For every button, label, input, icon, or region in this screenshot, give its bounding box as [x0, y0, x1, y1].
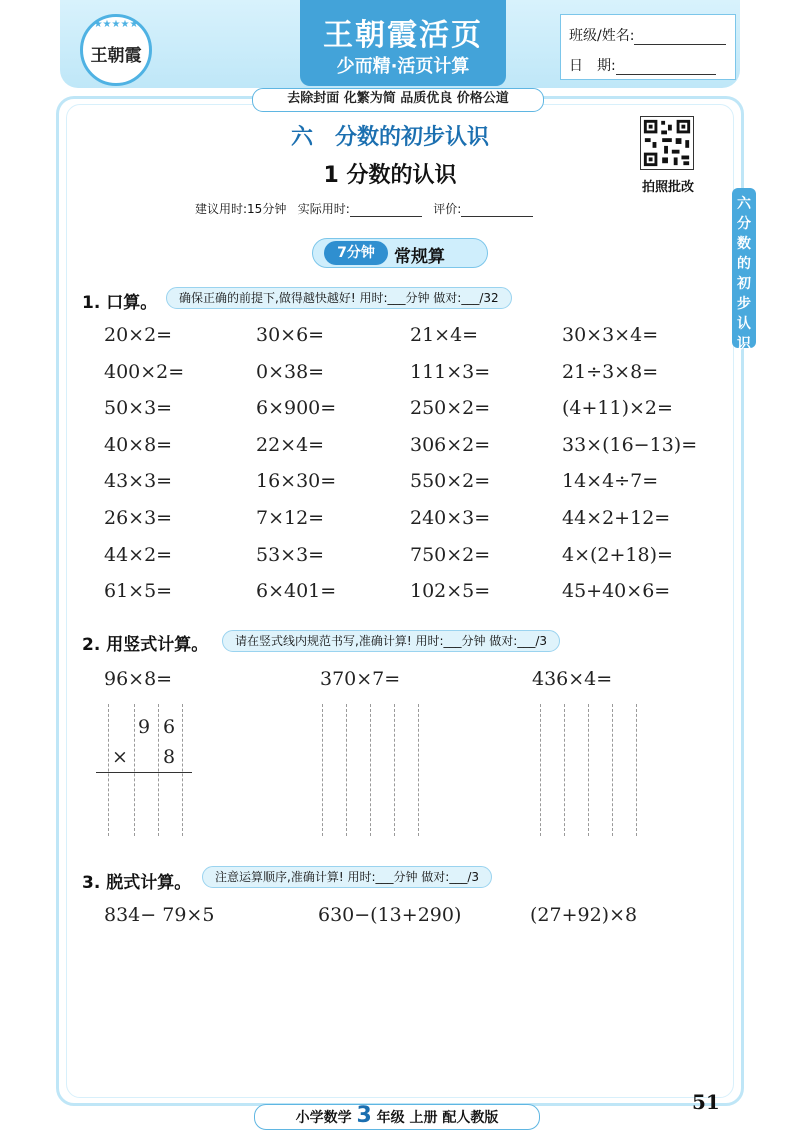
q1-item: 45+40×6= [562, 580, 671, 603]
date-row [569, 55, 716, 75]
side-tab-label: 六 分数的初步认识 [737, 196, 751, 352]
q1-item: 21×4= [410, 324, 479, 346]
q1-item: 7×12= [256, 507, 325, 529]
brand-subtitle: 少而精·活页计算 [336, 56, 470, 77]
guide-line [418, 704, 419, 836]
date-label: 日 期: [569, 58, 616, 74]
q1-item: 250×2= [410, 397, 491, 420]
q1-item: 21÷3×8= [562, 360, 659, 383]
q1-item: 30×3×4= [562, 324, 659, 346]
evaluation-label: 评价: [433, 202, 462, 216]
q1-item: 0×38= [256, 360, 325, 383]
time-row [195, 200, 615, 217]
example-multiplier: 8 [163, 746, 176, 768]
q3-heading: 3. 脱式计算。 [82, 873, 192, 893]
example-digit-tens: 9 [138, 716, 151, 738]
logo-text: 王朝霞 [90, 46, 142, 66]
q3-item-1: 834− 79×5 [104, 904, 215, 926]
brand-title: 王朝霞活页 [323, 18, 483, 53]
guide-line [346, 704, 347, 836]
q1-item: 102×5= [410, 580, 491, 603]
q1-hint: 确保正确的前提下,做得越快越好! 用时:___分钟 做对:___/32 [166, 287, 512, 309]
qr-label: 拍照批改 [641, 180, 694, 195]
actual-time-label: 实际用时: [297, 202, 350, 216]
guide-line [540, 704, 541, 836]
q1-item: 30×6= [256, 324, 325, 346]
q3-item-2: 630−(13+290) [318, 904, 462, 926]
date-field[interactable] [616, 60, 716, 75]
q2-heading: 2. 用竖式计算。 [82, 635, 209, 655]
q1-item: 53×3= [256, 543, 325, 566]
guide-line [108, 704, 109, 836]
q1-item: 50×3= [104, 397, 173, 420]
guide-line [588, 704, 589, 836]
guide-line [370, 704, 371, 836]
q2-item-2: 370×7= [320, 668, 401, 690]
q2-hint: 请在竖式线内规范书写,准确计算! 用时:___分钟 做对:___/3 [222, 630, 560, 652]
q1-item: 6×401= [256, 580, 337, 603]
footer-grade: 3 [356, 1103, 372, 1128]
q1-heading: 1. 口算。 [82, 293, 158, 313]
q1-item: 33×(16−13)= [562, 433, 698, 456]
unit-title: 六 分数的初步认识 [290, 125, 489, 150]
side-chapter-tab [732, 188, 756, 352]
q1-item: 61×5= [104, 580, 173, 603]
example-digit-ones: 6 [163, 716, 176, 738]
guide-line [158, 704, 159, 836]
q2-item-1: 96×8= [104, 668, 173, 690]
guide-line [134, 704, 135, 836]
example-result-line [96, 772, 192, 773]
guide-line [636, 704, 637, 836]
q1-item: 14×4÷7= [562, 470, 659, 493]
footer-subject: 小学数学 [295, 1110, 352, 1126]
q1-item: 26×3= [104, 507, 173, 529]
q1-item: 400×2= [104, 360, 185, 383]
q1-item: 20×2= [104, 324, 173, 346]
q1-item: 240×3= [410, 507, 491, 529]
time-badge: 7分钟 [324, 241, 388, 265]
student-info-box [560, 14, 736, 80]
q1-item: 43×3= [104, 470, 173, 493]
section-banner-label: 常规算 [394, 247, 445, 267]
class-name-label: 班级/姓名: [569, 28, 635, 44]
q1-item: 6×900= [256, 397, 337, 420]
q1-item: 111×3= [410, 360, 491, 383]
footer-edition: 年级 上册 配人教版 [376, 1110, 499, 1126]
actual-time-field[interactable] [350, 204, 422, 217]
guide-line [564, 704, 565, 836]
q1-item: (4+11)×2= [562, 397, 673, 420]
guide-line [612, 704, 613, 836]
brand-logo [80, 14, 152, 86]
q1-item: 750×2= [410, 543, 491, 566]
footer-bar [254, 1104, 540, 1130]
slogan: 去除封面 化繁为简 品质优良 价格公道 [252, 88, 544, 112]
q1-item: 306×2= [410, 433, 491, 456]
evaluation-field[interactable] [461, 204, 533, 217]
guide-line [394, 704, 395, 836]
q3-hint: 注意运算顺序,准确计算! 用时:___分钟 做对:___/3 [202, 866, 492, 888]
q1-item: 16×30= [256, 470, 337, 493]
q1-item: 4×(2+18)= [562, 543, 673, 566]
lesson-title: 1 分数的认识 [323, 163, 457, 188]
class-name-field[interactable] [634, 30, 726, 45]
q1-item: 40×8= [104, 433, 173, 456]
qr-code-icon[interactable] [640, 116, 694, 170]
q2-item-3: 436×4= [532, 668, 613, 690]
guide-line [322, 704, 323, 836]
logo-stars-icon: ★★★★★ [93, 19, 139, 30]
guide-line [182, 704, 183, 836]
suggested-time: 建议用时:15分钟 [195, 202, 287, 216]
q3-item-3: (27+92)×8 [530, 904, 638, 926]
example-times-sign: × [112, 746, 128, 768]
class-name-row [569, 25, 726, 45]
q1-item: 44×2+12= [562, 507, 671, 529]
q1-item: 22×4= [256, 433, 325, 456]
page-number: 51 [692, 1090, 720, 1114]
q1-item: 44×2= [104, 543, 173, 566]
q1-item: 550×2= [410, 470, 491, 493]
